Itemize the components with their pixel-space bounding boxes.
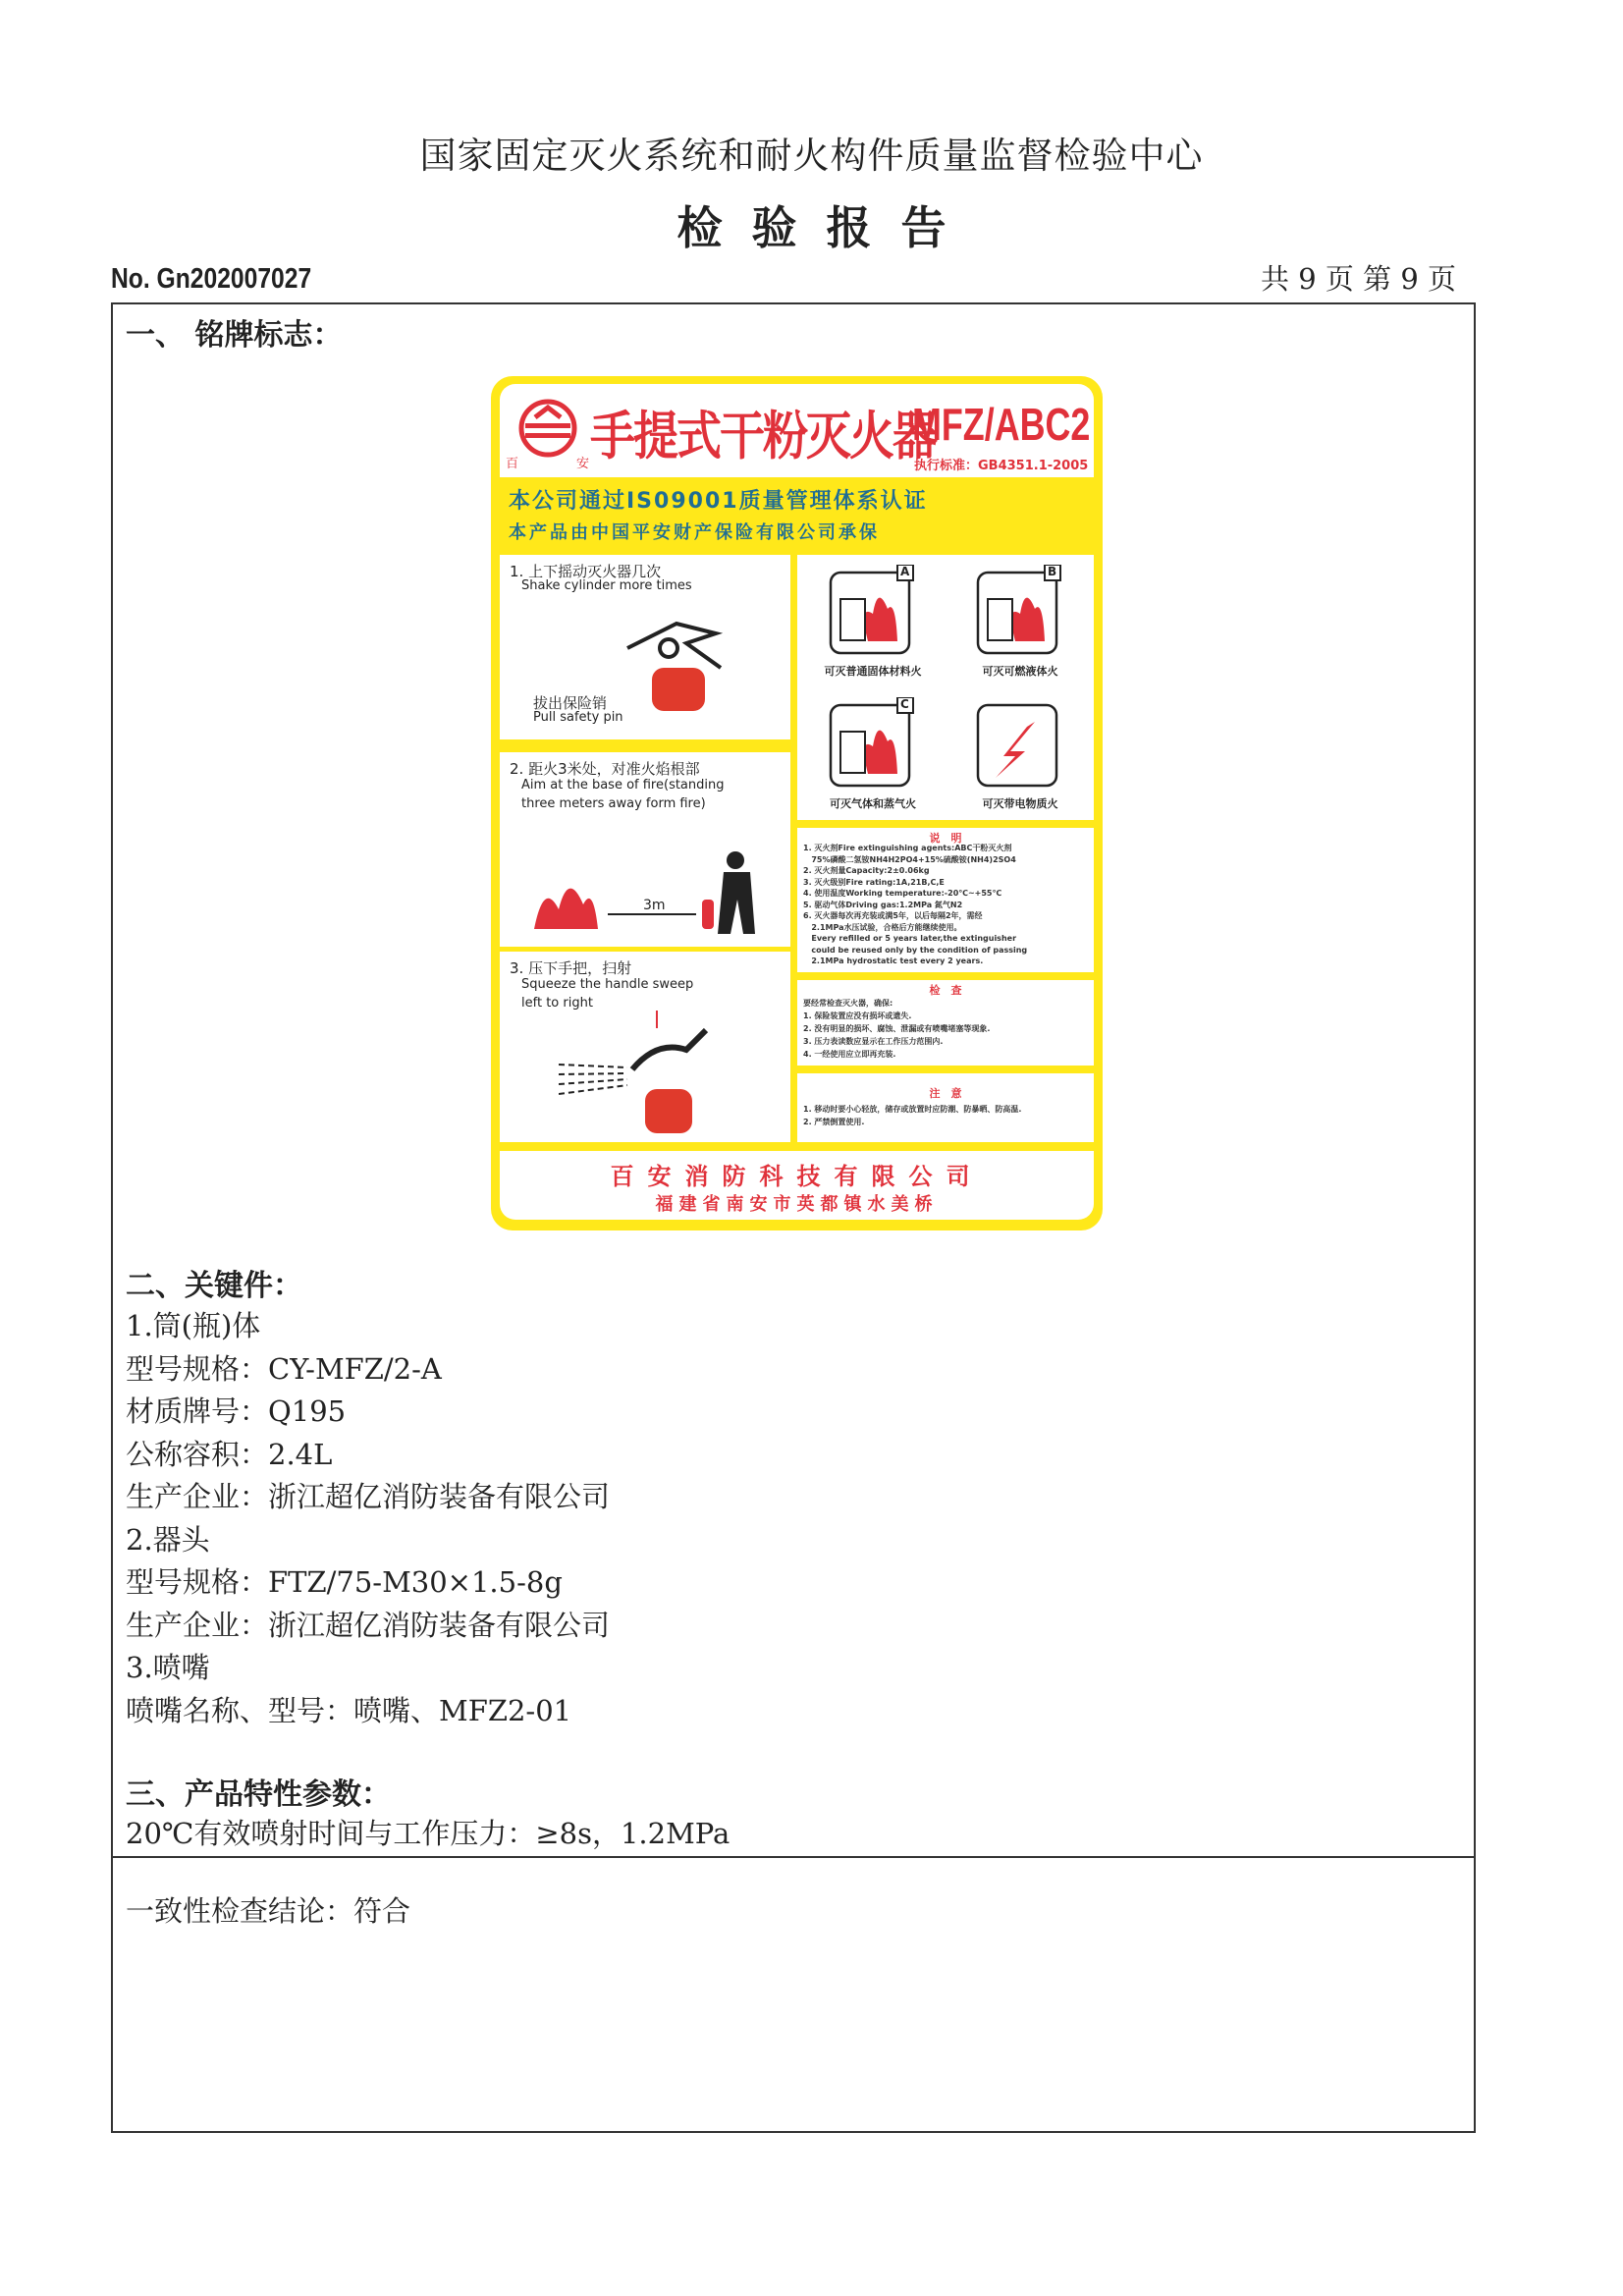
step2-cn: 2. 距火3米处，对准火焰根部: [510, 760, 700, 778]
key-component-line: 型号规格：FTZ/75-M30×1.5-8g: [126, 1565, 563, 1599]
fire-class-label: 可灭可燃液体火: [982, 665, 1058, 678]
inspection-list: [803, 997, 990, 1061]
fire-class-a: [819, 565, 927, 687]
key-component-line: 公称容积：2.4L: [126, 1437, 333, 1471]
fire-class-badge: A: [900, 565, 910, 578]
product-parameter-line: 20℃有效喷射时间与工作压力：≥8s，1.2MPa: [126, 1817, 730, 1850]
fire-class-grid: [797, 555, 1094, 820]
spray-extinguisher-icon: [559, 1011, 755, 1133]
company-logo-icon: [517, 398, 578, 459]
inspection-line: 1. 保险装置应没有损坏或遗失.: [803, 1011, 912, 1020]
fire-class-pictogram-icon: [819, 697, 927, 795]
instructions-line: 4. 使用温度Working temperature:-20℃~+55℃: [803, 889, 1002, 898]
org-title: 国家固定灭火系统和耐火构件质量监督检验中心: [419, 135, 1204, 177]
key-component-line: 2.器头: [126, 1522, 210, 1557]
conclusion-text: 一致性检查结论：符合: [126, 1894, 411, 1928]
company-name: 百安消防科技有限公司: [610, 1163, 984, 1190]
step3-en: Squeeze the handle sweep left to right: [521, 977, 694, 1011]
product-model: MFZ/ABC2: [912, 399, 1091, 450]
key-component-line: 型号规格：CY-MFZ/2-A: [126, 1351, 442, 1386]
inspection-title: 检 查: [929, 984, 962, 997]
standard-label: 执行标准：GB4351.1-2005: [914, 459, 1089, 473]
fire-class-pictogram-icon: [966, 697, 1074, 795]
logo-char-2: 安: [576, 457, 590, 471]
fire-class-badge: B: [1048, 565, 1057, 578]
section3-heading: 三、产品特性参数：: [126, 1777, 391, 1812]
fire-class-pictogram-icon: [819, 565, 927, 663]
extinguisher-pin-icon: [608, 609, 735, 712]
certification-banner: 本公司通过IS09001质量管理体系认证: [509, 489, 928, 514]
fire-class-badge: C: [900, 697, 909, 711]
fire-class-pictogram-icon: [966, 565, 1074, 663]
key-component-line: 喷嘴名称、型号：喷嘴、MFZ2-01: [126, 1693, 572, 1727]
key-component-line: 生产企业：浙江超亿消防装备有限公司: [126, 1480, 611, 1513]
page-count: 共 9 页 第 9 页: [1261, 262, 1456, 296]
section1-heading: 一、 铭牌标志：: [126, 318, 343, 353]
instructions-line: 75%磷酸二氢铵NH4H2PO4+15%硫酸铵(NH4)2SO4: [803, 854, 1016, 864]
aim-at-fire-icon: [529, 841, 775, 939]
nameplate-header: [500, 384, 1094, 477]
caution-list: [803, 1103, 1021, 1128]
instructions-line: 1. 灭火剂Fire extinguishing agents:ABC干粉灭火剂: [803, 844, 1012, 852]
key-component-line: 1.筒(瓶)体: [126, 1309, 261, 1342]
logo-char-1: 百: [506, 457, 519, 471]
fire-class-c: [819, 697, 927, 820]
fire-class-panel: [797, 555, 1094, 820]
fire-class-label: 可灭带电物质火: [982, 797, 1058, 810]
step1-panel: [500, 555, 790, 739]
instructions-line: 2.1MPa水压试验，合格后方能继续使用。: [803, 922, 962, 932]
nameplate-image: [491, 376, 1103, 1230]
section2-heading: 二、关键件：: [126, 1269, 302, 1303]
insurance-banner: 本产品由中国平安财产保险有限公司承保: [509, 522, 880, 543]
step2-panel: [500, 752, 790, 947]
step1-en: Shake cylinder more times: [521, 578, 692, 593]
fire-class-label: 可灭普通固体材料火: [824, 665, 922, 678]
fire-class-label: 可灭气体和蒸气火: [830, 797, 916, 810]
instructions-line: could be reused only by the condition of passing: [803, 945, 1028, 955]
step2-en: Aim at the base of fire(standing three meters away form fire): [521, 778, 725, 811]
key-component-line: 生产企业：浙江超亿消防装备有限公司: [126, 1608, 611, 1642]
inspection-line: 2. 没有明显的损坏、腐蚀、泄漏或有喷嘴堵塞等现象.: [803, 1024, 991, 1033]
caution-line: 2. 严禁倒置使用.: [803, 1118, 865, 1126]
company-footer: [500, 1151, 1094, 1220]
inspection-panel: [797, 980, 1094, 1066]
inspection-line: 4. 一经使用应立即再充装.: [803, 1050, 896, 1059]
step1-cn: 1. 上下摇动灭火器几次: [510, 563, 662, 580]
instructions-line: 6. 灭火器每次再充装或满5年，以后每隔2年，需经: [803, 911, 983, 920]
report-number: No. Gn202007027: [111, 263, 312, 295]
product-title: 手提式干粉灭火器: [590, 405, 936, 466]
distance-label: 3m: [643, 898, 666, 913]
report-title: 检验报告: [676, 201, 976, 254]
instructions-line: 3. 灭火级别Fire rating:1A,21B,C,E: [803, 877, 945, 887]
instructions-list: [803, 843, 1027, 967]
inspection-line: 3. 压力表读数应显示在工作压力范围内.: [803, 1037, 944, 1046]
key-component-line: 3.喷嘴: [126, 1651, 210, 1684]
fire-class-e: [966, 697, 1074, 820]
step1-sub-cn: 拔出保险销: [533, 694, 608, 712]
step3-panel: [500, 952, 790, 1142]
step1-sub-en: Pull safety pin: [533, 710, 623, 725]
conclusion-divider: [111, 1856, 1476, 1858]
caution-panel: [797, 1073, 1094, 1142]
fire-class-b: [966, 565, 1074, 687]
step3-cn: 3. 压下手把，扫射: [510, 959, 632, 977]
instructions-line: 2. 灭火剂量Capacity:2±0.06kg: [803, 866, 930, 875]
company-address: 福建省南安市英都镇水美桥: [655, 1194, 939, 1215]
caution-title: 注 意: [929, 1087, 962, 1100]
instructions-title: 说 明: [929, 832, 962, 845]
inspection-line: 要经常检查灭火器，确保:: [803, 999, 893, 1008]
instructions-line: Every refilled or 5 years later,the extinguisher: [803, 934, 1017, 943]
caution-line: 1. 移动时要小心轻放，储存或放置时应防潮、防暴晒、防高温.: [803, 1105, 1022, 1114]
instructions-line: 2.1MPa hydrostatic test every 2 years.: [803, 957, 984, 965]
instructions-panel: [797, 828, 1094, 972]
key-component-line: 材质牌号：Q195: [126, 1394, 347, 1428]
instructions-line: 5. 驱动气体Driving gas:1.2MPa 氮气N2: [803, 900, 963, 909]
